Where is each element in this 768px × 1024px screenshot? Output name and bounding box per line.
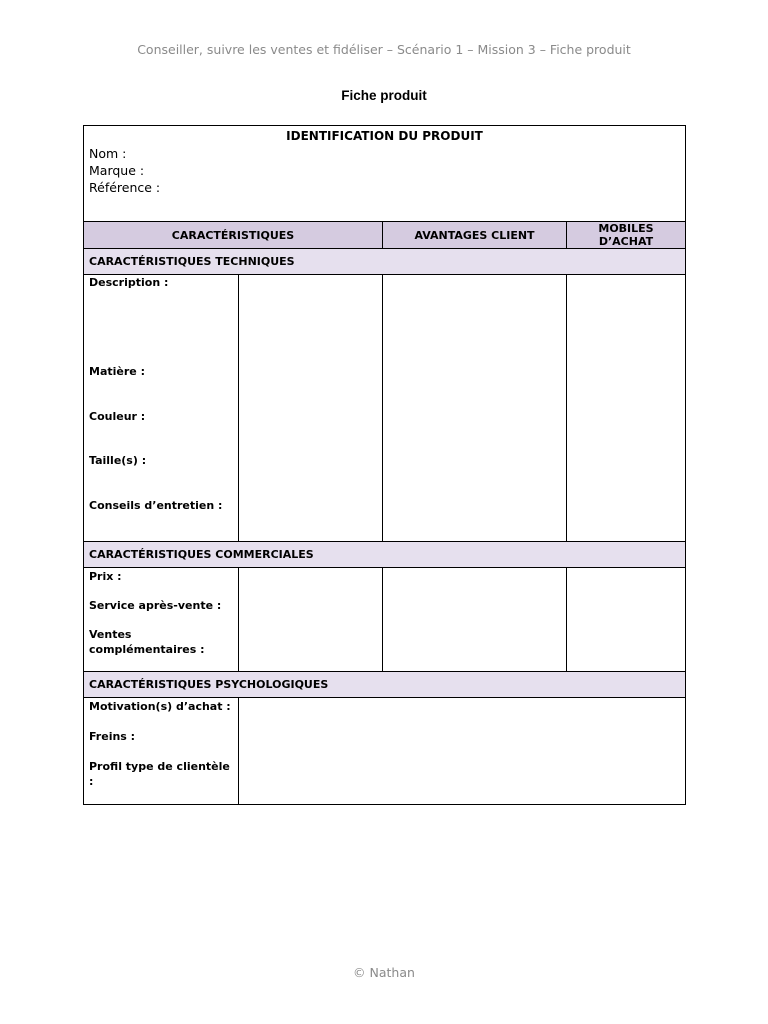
product-sheet-table: [83, 125, 686, 805]
label-description: Description :: [89, 276, 169, 289]
section-row-commerciales: [84, 542, 686, 568]
field-reference: Référence :: [89, 180, 161, 195]
label-ventes-complementaires: Ventes complémentaires :: [89, 628, 205, 656]
label-tailles: Taille(s) :: [89, 454, 147, 467]
commerciales-content-row: [84, 568, 686, 672]
label-motivations-achat: Motivation(s) d’achat :: [89, 700, 231, 713]
label-couleur: Couleur :: [89, 410, 146, 423]
psychologiques-content-row: [84, 698, 686, 805]
section-row-psychologiques: [84, 672, 686, 698]
label-matiere: Matière :: [89, 365, 145, 378]
techniques-content-row: [84, 275, 686, 542]
techniques-caracteristiques-input[interactable]: [239, 275, 383, 542]
identification-cell: [84, 126, 686, 222]
column-header-avantages-client: AVANTAGES CLIENT: [383, 222, 567, 249]
commerciales-caracteristiques-input[interactable]: [239, 568, 383, 672]
techniques-labels-cell: [84, 275, 239, 542]
techniques-mobiles-input[interactable]: [567, 275, 686, 542]
identification-title: IDENTIFICATION DU PRODUIT: [286, 129, 483, 143]
running-header: Conseiller, suivre les ventes et fidéliser – Scénario 1 – Mission 3 – Fiche produit: [137, 42, 631, 57]
commerciales-labels-cell: [84, 568, 239, 672]
copyright-footer: © Nathan: [353, 965, 415, 980]
identification-row: [84, 126, 686, 222]
page-title: Fiche produit: [341, 88, 427, 103]
techniques-avantages-input[interactable]: [383, 275, 567, 542]
commerciales-avantages-input[interactable]: [383, 568, 567, 672]
column-header-caracteristiques: CARACTÉRISTIQUES: [84, 222, 383, 249]
column-header-mobiles-achat: MOBILES D’ACHAT: [567, 222, 686, 249]
psychologiques-labels-cell: [84, 698, 239, 805]
commerciales-mobiles-input[interactable]: [567, 568, 686, 672]
label-profil-clientele: Profil type de clientèle :: [89, 760, 230, 788]
label-conseils-entretien: Conseils d’entretien :: [89, 499, 223, 512]
section-title-techniques: CARACTÉRISTIQUES TECHNIQUES: [84, 249, 686, 275]
psychologiques-input[interactable]: [239, 698, 686, 805]
section-row-techniques: [84, 249, 686, 275]
section-title-psychologiques: CARACTÉRISTIQUES PSYCHOLOGIQUES: [84, 672, 686, 698]
section-title-commerciales: CARACTÉRISTIQUES COMMERCIALES: [84, 542, 686, 568]
label-service-apres-vente: Service après-vente :: [89, 599, 222, 612]
label-freins: Freins :: [89, 730, 136, 743]
field-marque: Marque :: [89, 163, 145, 178]
column-header-row: [84, 222, 686, 249]
label-prix: Prix :: [89, 570, 122, 583]
field-nom: Nom :: [89, 146, 127, 161]
